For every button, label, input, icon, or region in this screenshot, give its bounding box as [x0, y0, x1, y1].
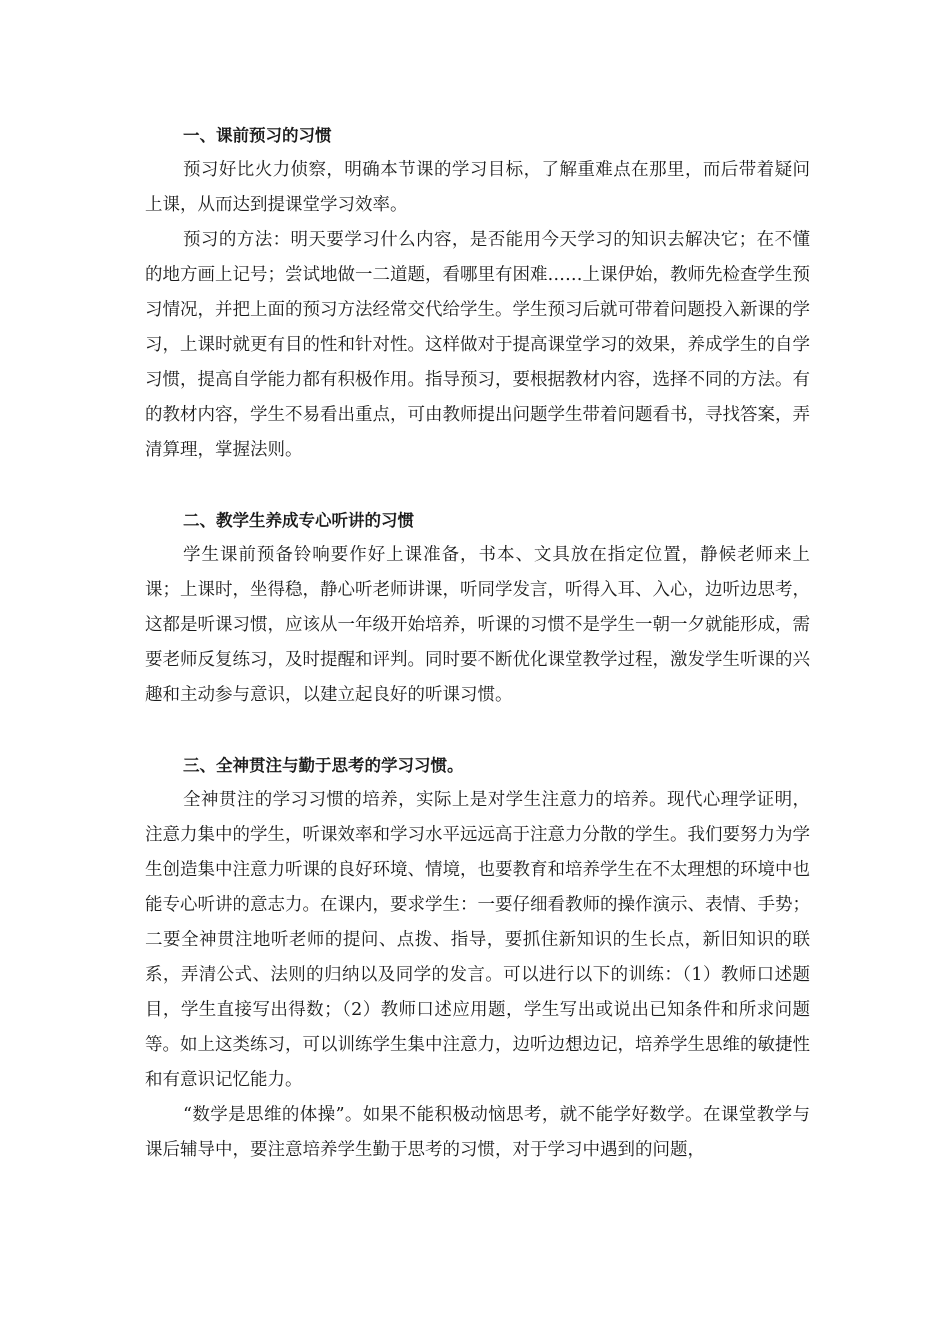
section-listening-habit — [145, 503, 810, 713]
section-spacer — [145, 713, 810, 748]
paragraph: 全神贯注的学习习惯的培养，实际上是对学生注意力的培养。现代心理学证明，注意力集中的学生，听课效率和学习水平远远高于注意力分散的学生。我们要努力为学生创造集中注意力听课的良好环境、情境，也要教育和培养学生在不太理想的环境中也能专心听讲的意志力。在课内，要求学生：一要仔细看教师的操作演示、表情、手势；二要全神贯注地听老师的提问、点拨、指导，要抓住新知识的生长点，新旧知识的联系，弄清公式、法则的归纳以及同学的发言。可以进行以下的训练：（1）教师口述题目，学生直接写出得数；（2）教师口述应用题，学生写出或说出已知条件和所求问题等。如上这类练习，可以训练学生集中注意力，边听边想边记，培养学生思维的敏捷性和有意识记忆能力。 — [145, 790, 810, 1090]
document-body — [145, 118, 810, 1168]
paragraph: 学生课前预备铃响要作好上课准备，书本、文具放在指定位置，静候老师来上课；上课时，坐得稳，静心听老师讲课，听同学发言，听得入耳、入心，边听边思考，这都是听课习惯，应该从一年级开始培养，听课的习惯不是学生一朝一夕就能形成，需要老师反复练习，及时提醒和评判。同时要不断优化课堂教学过程，激发学生听课的兴趣和主动参与意识，以建立起良好的听课习惯。 — [145, 545, 810, 705]
paragraph: “数学是思维的体操”。如果不能积极动恼思考，就不能学好数学。在课堂教学与课后辅导中，要注意培养学生勤于思考的习惯，对于学习中遇到的问题， — [145, 1105, 810, 1160]
paragraph: 预习的方法：明天要学习什么内容，是否能用今天学习的知识去解决它；在不懂的地方画上记号；尝试地做一二道题，看哪里有困难……上课伊始，教师先检查学生预习情况，并把上面的预习方法经常交代给学生。学生预习后就可带着问题投入新课的学习，上课时就更有目的性和针对性。这样做对于提高课堂学习的效果，养成学生的自学习惯，提高自学能力都有积极作用。指导预习，要根据教材内容，选择不同的方法。有的教材内容，学生不易看出重点，可由教师提出问题学生带着问题看书，寻找答案，弄清算理，掌握法则。 — [145, 230, 810, 460]
section-heading: 三、全神贯注与勤于思考的学习习惯。 — [183, 756, 464, 775]
section-focus-thinking-habit — [145, 748, 810, 1168]
section-spacer — [145, 468, 810, 503]
section-heading: 二、教学生养成专心听讲的习惯 — [183, 511, 414, 530]
section-preview-habit — [145, 118, 810, 468]
paragraph: 预习好比火力侦察，明确本节课的学习目标，了解重难点在那里，而后带着疑问上课，从而达到提课堂学习效率。 — [145, 160, 810, 215]
section-heading: 一、课前预习的习惯 — [183, 126, 332, 145]
